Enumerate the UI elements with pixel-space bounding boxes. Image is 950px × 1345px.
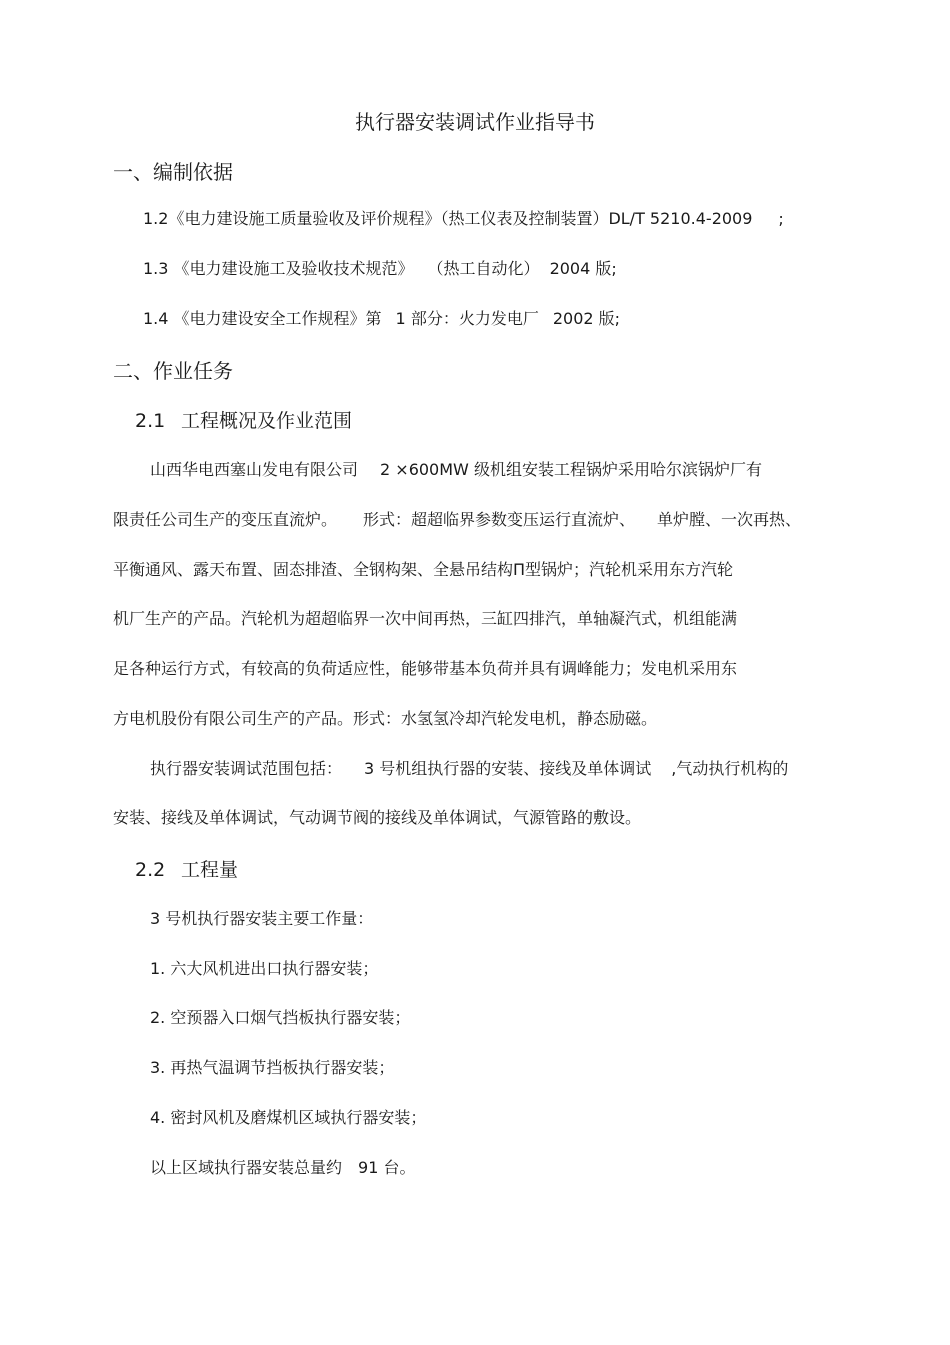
paragraph-line <box>150 756 788 779</box>
subsection-title: 工程量 <box>181 859 239 881</box>
workload-intro: 3 号机执行器安装主要工作量： <box>150 909 374 928</box>
reference-line <box>143 256 617 279</box>
subsection-number: 2.1 <box>135 410 166 432</box>
paragraph-line: 安装、接线及单体调试，气动调节阀的接线及单体调试，气源管路的敷设。 <box>113 808 642 827</box>
paragraph-line <box>113 507 801 530</box>
text-segment: 3 号机组执行器的安装、接线及单体调试 <box>364 759 652 778</box>
paragraph-line: 足各种运行方式，有较高的负荷适应性，能够带基本负荷并具有调峰能力；发电机采用东 <box>113 659 738 678</box>
paragraph-line: 平衡通风、露天布置、固态排渣、全钢构架、全悬吊结构Π型锅炉；汽轮机采用东方汽轮 <box>113 560 734 579</box>
reference-line <box>143 206 784 229</box>
text-segment: 形式：超超临界参数变压运行直流炉、 <box>363 510 636 529</box>
workload-item: 4. 密封风机及磨煤机区域执行器安装； <box>150 1108 427 1127</box>
subsection-title: 工程概况及作业范围 <box>181 410 353 432</box>
reference-part: 1 部分：火力发电厂 <box>395 309 539 328</box>
workload-item: 1. 六大风机进出口执行器安装； <box>150 959 379 978</box>
reference-end: ; <box>778 209 784 228</box>
section-heading-task: 二、作业任务 <box>113 359 233 383</box>
reference-scope: （热工自动化） <box>427 259 540 278</box>
document-title: 执行器安装调试作业指导书 <box>355 110 595 134</box>
text-segment: 执行器安装调试范围包括： <box>150 759 343 778</box>
reference-text: 1.3 《电力建设施工及验收技术规范》 <box>143 259 414 278</box>
reference-edition: 2002 版; <box>552 309 621 328</box>
workload-total <box>150 1155 415 1178</box>
section-heading-basis: 一、编制依据 <box>113 160 233 184</box>
subsection-heading-overview <box>135 406 352 433</box>
text-segment: 山西华电西塞山发电有限公司 <box>150 460 359 479</box>
workload-item: 3. 再热气温调节挡板执行器安装； <box>150 1058 395 1077</box>
paragraph-line <box>150 457 762 480</box>
subsection-heading-workload <box>135 855 238 882</box>
reference-line <box>143 306 620 329</box>
text-segment: 91 台。 <box>358 1158 416 1177</box>
text-segment: 限责任公司生产的变压直流炉。 <box>113 510 338 529</box>
subsection-number: 2.2 <box>135 859 166 881</box>
reference-edition: 2004 版; <box>549 259 617 278</box>
paragraph-line: 机厂生产的产品。汽轮机为超超临界一次中间再热，三缸四排汽，单轴凝汽式，机组能满 <box>113 609 738 628</box>
text-segment: 单炉膛、一次再热、 <box>657 510 802 529</box>
text-segment: 2 ×600MW 级机组安装工程锅炉采用哈尔滨锅炉厂有 <box>380 460 762 479</box>
reference-text: 1.4 《电力建设安全工作规程》第 <box>143 309 382 328</box>
workload-item: 2. 空预器入口烟气挡板执行器安装； <box>150 1008 411 1027</box>
text-segment: 以上区域执行器安装总量约 <box>150 1158 343 1177</box>
paragraph-line: 方电机股份有限公司生产的产品。形式：水氢氢冷却汽轮发电机，静态励磁。 <box>113 709 658 728</box>
text-segment: ,气动执行机构的 <box>671 759 789 778</box>
reference-text: 1.2《电力建设施工质量验收及评价规程》（热工仪表及控制装置）DL/T 5210.4-2009 <box>143 209 753 228</box>
